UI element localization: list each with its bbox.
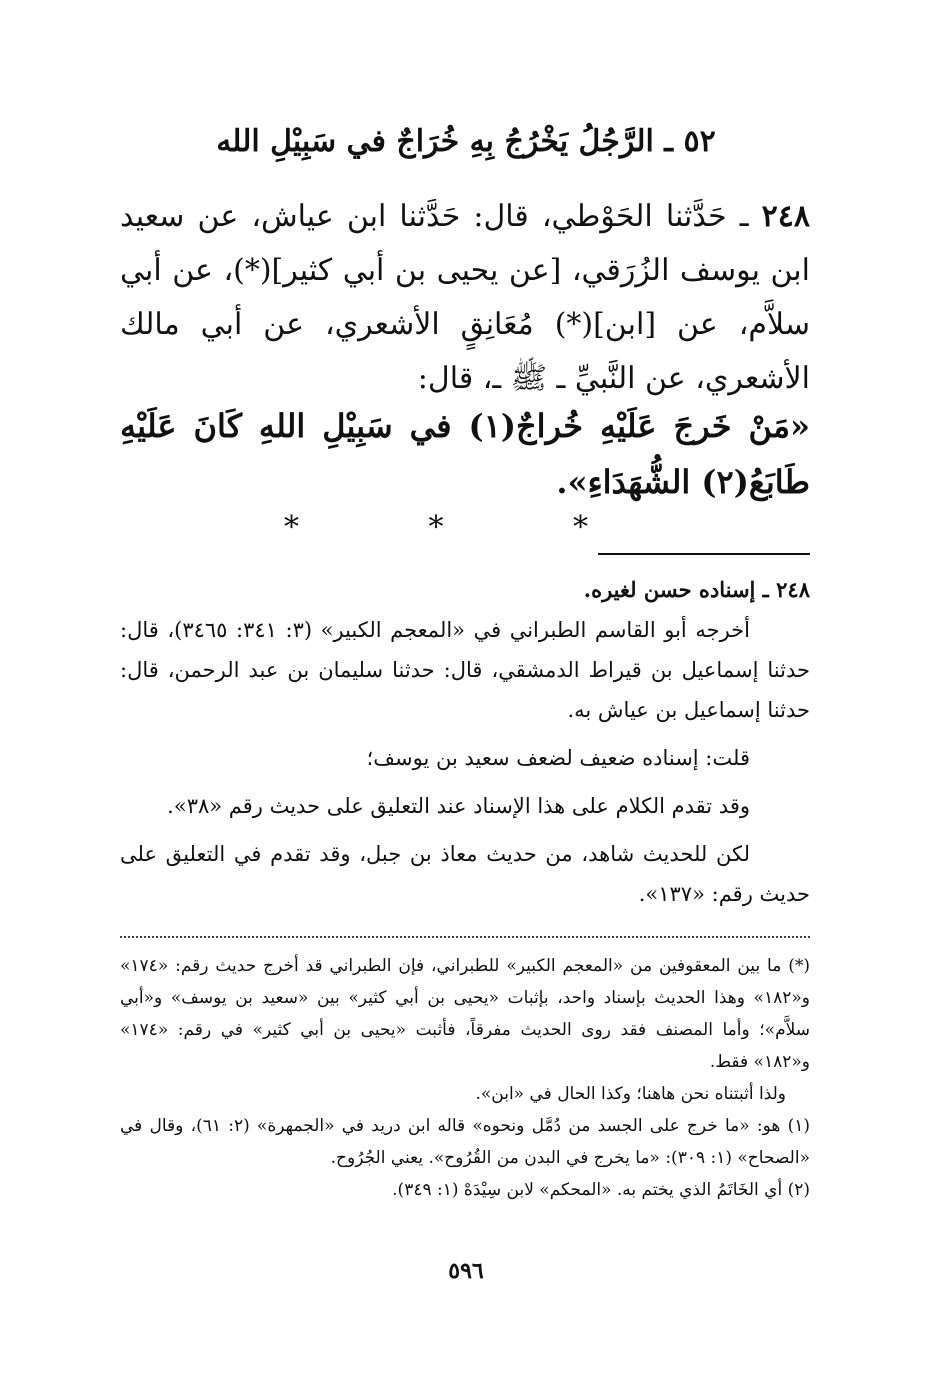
page-number: ٥٩٦ bbox=[448, 1258, 484, 1284]
footnote-1: (١) هو: «ما خرج على الجسد من دُمَّل ونحوه» قاله ابن دريد في «الجمهرة» (٢: ٦١)، وقال في «الصحاح» (١: ٣٠٩): «ما يخرج في البدن من القُرُوح». يعني الجُرُوح. bbox=[120, 1116, 811, 1168]
commentary-heading: ٢٤٨ ـ إسناده حسن لغيره. bbox=[583, 577, 810, 602]
footnotes bbox=[120, 950, 810, 1206]
section-separator: * * * bbox=[283, 510, 649, 545]
commentary-paragraph: وقد تقدم الكلام على هذا الإسناد عند التعليق على حديث رقم «٣٨». bbox=[167, 794, 750, 818]
chapter-title: ٥٢ ـ الرَّجُلُ يَخْرُجُ بِهِ خُرَاجٌ في سَبِيْلِ الله bbox=[216, 124, 716, 159]
footnote-divider bbox=[598, 553, 810, 555]
footnotes-divider bbox=[120, 936, 810, 938]
commentary bbox=[120, 570, 810, 914]
hadith-isnad bbox=[120, 190, 810, 406]
hadith-isnad-text: ـ حَدَّثنا الحَوْطي، قال: حَدَّثنا ابن عياش، عن سعيد ابن يوسف الزُرَقي، [عن يحيى بن أبي كثير](*)، عن أبي سلاَّم، عن [ابن](*) مُعَانِقٍ الأشعري، عن أبي مالك الأشعري، عن النَّبيِّ ـ ﷺ ـ، قال: bbox=[120, 199, 810, 396]
footnote-2: (٢) أي الخَاتَمُ الذي يختم به. «المحكم» لابن سِيْدَهْ (١: ٣٤٩). bbox=[392, 1180, 810, 1200]
commentary-paragraph: لكن للحديث شاهد، من حديث معاذ بن جبل، وقد تقدم في التعليق على حديث رقم: «١٣٧». bbox=[120, 842, 810, 906]
commentary-paragraph: قلت: إسناده ضعيف لضعف سعيد بن يوسف؛ bbox=[366, 746, 750, 770]
footnote-star: (*) ما بين المعقوفين من «المعجم الكبير» للطبراني، فإن الطبراني قد أخرج حديث رقم: «١٧٤» و«١٨٢» وهذا الحديث بإسناد واحد، بإثبات «يحيى بن أبي كثير» بين «سعيد بن يوسف» و«أبي سلاَّم»؛ وأما المصنف فقد روى الحديث مفرقاً، فأثبت «يحيى بن أبي كثير» في رقم: «١٧٤» و«١٨٢» فقط. bbox=[120, 956, 810, 1072]
hadith-matn: «مَنْ خَرجَ عَلَيْهِ خُراجٌ(١) في سَبِيْلِ اللهِ كَانَ عَلَيْهِ طَابَعُ(٢) الشُّهَدَاءِ». bbox=[120, 407, 810, 501]
commentary-paragraph: أخرجه أبو القاسم الطبراني في «المعجم الكبير» (٣: ٣٤١: ٣٤٦٥)، قال: حدثنا إسماعيل بن قيراط الدمشقي، قال: حدثنا سليمان بن عبد الرحمن، قال: حدثنا إسماعيل بن عياش به. bbox=[120, 618, 810, 722]
footnote-star-continuation: ولذا أثبتناه نحن هاهنا؛ وكذا الحال في «ابن». bbox=[475, 1084, 786, 1104]
hadith-number: ٢٤٨ bbox=[761, 199, 810, 234]
